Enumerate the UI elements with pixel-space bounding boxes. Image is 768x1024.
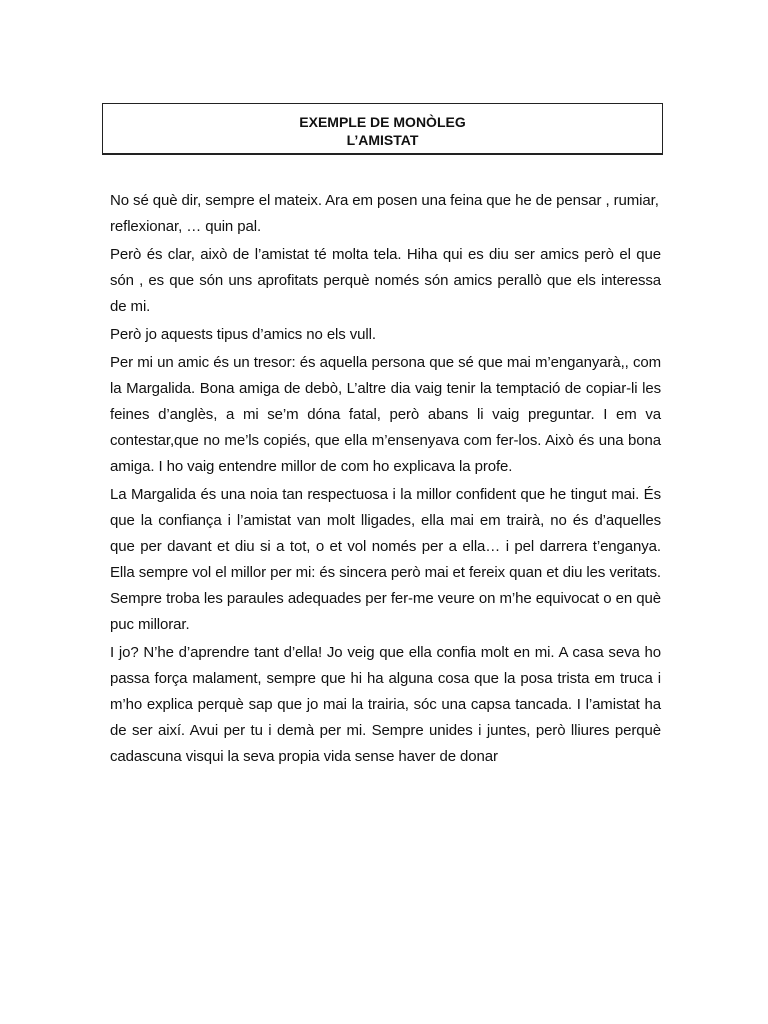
paragraph: Però és clar, això de l’amistat té molta tela. Hiha qui es diu ser amics però el que són , es que són uns aprofitats perquè només són amics perallò que els interessa de mi.	[110, 246, 661, 315]
document-title: EXEMPLE DE MONÒLEG	[299, 114, 466, 130]
paragraph: La Margalida és una noia tan respectuosa i la millor confident que he tingut mai. És que la confiança i l’amistat van molt lligades, ella mai em trairà, no és d’aquelles que per davant et diu si a tot, o et vol només per a ella… i pel darrera t’enganya. Ella sempre vol el millor per mi: és sincera però mai et fereix quan et diu les veritats. Sempre troba les paraules adequades per fer-me veure on m’he equivocat o en què puc millorar.	[110, 486, 661, 633]
document-body	[110, 188, 661, 772]
paragraph: Però jo aquests tipus d’amics no els vull.	[110, 326, 376, 343]
document-subtitle: L’AMISTAT	[346, 132, 419, 148]
paragraph: Per mi un amic és un tresor: és aquella persona que sé que mai m’enganyarà,, com la Margalida. Bona amiga de debò, L’altre dia vaig tenir la temptació de copiar-li les feines d’anglès, a mi se’m dóna fatal, però abans li vaig preguntar. I em va contestar,que no me’ls copiés, que ella m’ensenyava com fer-los. Això és una bona amiga. I ho vaig entendre millor de com ho explicava la profe.	[110, 354, 661, 475]
title-box	[102, 103, 663, 155]
paragraph: No sé què dir, sempre el mateix. Ara em posen una feina que he de pensar , rumiar, reflexionar, … quin pal.	[110, 192, 659, 235]
paragraph: I jo? N’he d’aprendre tant d’ella! Jo veig que ella confia molt en mi. A casa seva ho passa força malament, sempre que hi ha alguna cosa que la posa trista em truca i m’ho explica perquè sap que jo mai la trairia, sóc una capsa tancada. I l’amistat ha de ser així. Avui per tu i demà per mi. Sempre unides i juntes, però lliures perquè cadascuna visqui la seva propia vida sense haver de donar	[110, 644, 661, 765]
